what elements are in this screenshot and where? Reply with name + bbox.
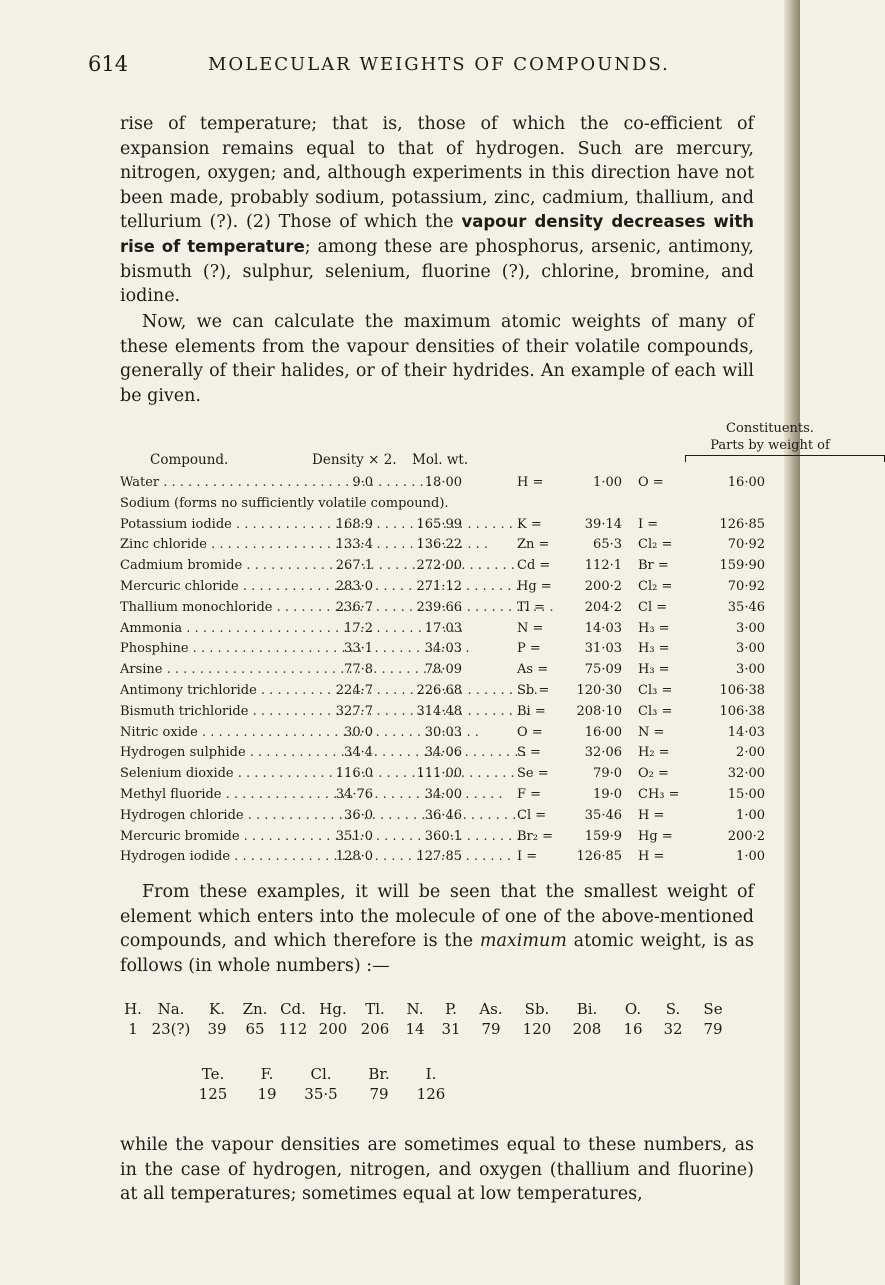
cell-constituent-2-value: 126·85 [719,516,765,532]
paragraph-maximum-weights: Now, we can calculate the maximum atomic weights of many of these elements from the vapour densities of their volatile compounds, generally of their halides, or of their hydrides. An example of each will be given. [120,312,754,406]
table-row [120,787,770,808]
cell-mol-wt: 239·66 [416,599,462,615]
cell-constituent-2-symbol: H₂ = [638,745,670,761]
cell-constituent-1-symbol: H = [517,475,544,490]
cell-constituent-1-value: 16·00 [584,724,622,740]
cell-constituent-1-symbol: N = [517,620,544,636]
cell-constituent-1-value: 19·0 [593,786,622,802]
element-weight: 112 [278,1020,308,1038]
constituents-title: Constituents. [726,421,814,436]
element-weight: 208 [572,1020,602,1038]
cell-compound: Selenium dioxide . . . [120,766,310,781]
cell-constituent-1-value: 120·30 [576,682,622,698]
constituents-header [675,420,865,454]
cell-constituent-1-symbol: As = [517,662,549,678]
cell-constituent-2-value: 1·00 [736,849,765,865]
cell-mol-wt: 30·03 [424,724,462,740]
cell-constituent-2-value: 159·90 [719,558,765,574]
page-header [88,52,768,82]
element-weight: 200 [318,1020,348,1038]
cell-constituent-2-value: 106·38 [719,682,765,698]
element-weight: 14 [405,1020,425,1038]
cell-constituent-1-value: 126·85 [576,849,622,865]
cell-constituent-1-symbol: Bi = [517,703,546,719]
element-symbol: Hg. [319,1000,347,1018]
cell-constituent-2-value: 15·00 [727,786,765,802]
cell-constituent-2-symbol: I = [638,516,659,532]
cell-constituent-2-symbol: O = [638,475,664,490]
element-symbol: Cl. [310,1065,332,1083]
cell-compound: Mercuric chloride . . . [120,579,310,594]
paragraph-text: ; among these are phosphorus, arsenic, antimony, bismuth (?), sulphur, selenium, fluorine (?), chlorine, bromine, and iodine. [120,236,754,307]
cell-constituent-2-value: 14·03 [727,724,765,740]
table-row [120,475,770,496]
cell-constituent-2-symbol: H₃ = [638,662,670,678]
table-row [120,600,770,621]
element-weight: 39 [207,1020,227,1038]
cell-mol-wt: 111·00 [416,766,462,782]
cell-constituent-2-value: 1·00 [736,807,765,823]
page-number: 614 [88,52,129,76]
cell-density: 267·1 [335,558,373,574]
element-weight: 120 [522,1020,552,1038]
cell-density: 236·7 [335,599,373,615]
cell-constituent-2-value: 70·92 [727,537,765,553]
col-header-density: Density × 2. [312,452,397,468]
table-row [120,621,770,642]
cell-constituent-2-symbol: H = [638,807,665,823]
cell-compound: Ammonia . . . [120,621,310,636]
cell-mol-wt: 360·1 [424,828,462,844]
element-weight: 16 [623,1020,643,1038]
table-row [120,745,770,766]
cell-constituent-2-symbol: Br = [638,558,669,574]
cell-constituent-2-value: 3·00 [736,641,765,657]
table-note: Sodium (forms no sufficiently volatile compound). [120,495,449,511]
constituents-subtitle: Parts by weight of [710,438,830,453]
element-symbol: Tl. [365,1000,385,1018]
cell-constituent-1-symbol: O = [517,724,543,740]
cell-constituent-1-value: 32·06 [584,745,622,761]
page-edge-shadow [784,0,800,1285]
cell-constituent-1-symbol: Cd = [517,558,551,574]
element-weight: 1 [128,1020,138,1038]
cell-constituent-1-value: 208·10 [576,703,622,719]
cell-compound: Methyl fluoride . . . [120,787,310,802]
table-row [120,808,770,829]
paragraph-text: From these examples, it will be seen that the smallest weight of element which enters into the molecule of one of the above-mentioned compounds, and which therefore is the [120,882,754,952]
cell-density: 224·7 [335,682,373,698]
cell-constituent-1-symbol: Cl = [517,807,547,823]
cell-density: 133·4 [335,537,373,553]
cell-constituent-2-value: 16·00 [727,475,765,490]
element-weight: 23(?) [151,1020,191,1038]
cell-constituent-1-value: 200·2 [584,578,622,594]
element-weight: 125 [198,1085,228,1103]
cell-density: 34·76 [335,786,373,802]
cell-constituent-1-symbol: I = [517,849,538,865]
cell-constituent-1-symbol: F = [517,786,542,802]
element-weight: 206 [360,1020,390,1038]
cell-density: 77·8 [344,662,373,678]
cell-constituent-1-symbol: Hg = [517,578,552,594]
paragraph-vapour-density [120,112,754,309]
cell-compound: Thallium monochloride . . . [120,600,310,615]
bold-emphasis: vapour density decreases with rise of temperature [120,212,754,256]
cell-mol-wt: 136·22 [416,537,462,553]
paragraph-examples [120,880,754,978]
cell-constituent-1-value: 159·9 [584,828,622,844]
cell-density: 116·0 [335,766,373,782]
cell-mol-wt: 271·12 [416,578,462,594]
cell-compound: Antimony trichloride . . . [120,683,310,698]
cell-compound: Phosphine . . . [120,641,310,656]
cell-density: 30·0 [344,724,373,740]
table-row [120,725,770,746]
cell-constituent-2-value: 2·00 [736,745,765,761]
element-weight: 32 [663,1020,683,1038]
element-symbol: N. [406,1000,424,1018]
cell-density: 168·9 [335,516,373,532]
table-row [120,683,770,704]
table-row [120,496,770,517]
cell-constituent-1-symbol: S = [517,745,541,761]
cell-constituent-2-value: 200·2 [727,828,765,844]
element-symbol: As. [479,1000,503,1018]
col-header-compound: Compound. [150,452,229,468]
cell-mol-wt: 18·00 [424,475,462,490]
cell-constituent-2-symbol: H = [638,849,665,865]
cell-density: 33·1 [344,641,373,657]
cell-mol-wt: 34·06 [424,745,462,761]
element-symbol: H. [124,1000,142,1018]
cell-constituent-1-value: 39·14 [584,516,622,532]
cell-mol-wt: 226·68 [416,682,462,698]
element-symbol: Bi. [576,1000,598,1018]
running-head: MOLECULAR WEIGHTS OF COMPOUNDS. [208,54,670,75]
element-weight: 31 [441,1020,461,1038]
cell-compound: Potassium iodide . . . [120,517,310,532]
cell-density: 36·0 [344,807,373,823]
cell-constituent-1-symbol: Tl = [517,599,545,615]
cell-constituent-2-value: 32·00 [727,766,765,782]
cell-density: 327·7 [335,703,373,719]
element-weight: 126 [416,1085,446,1103]
paragraph-text: rise of temperature; that is, those of which the co-efficient of expansion remains equal to that of hydrogen. Such are mercury, nitrogen, oxygen; and, although experiments in this direction have not been made, probably sodium, potassium, zinc, cadmium, thallium, and tellurium (?). (2) Those of which the [120,114,754,233]
cell-compound: Hydrogen chloride . . . [120,808,310,823]
element-symbol: O. [624,1000,642,1018]
cell-constituent-2-value: 35·46 [727,599,765,615]
element-symbol: P. [445,1000,457,1018]
cell-mol-wt: 17·03 [424,620,462,636]
cell-compound: Cadmium bromide . . . [120,558,310,573]
cell-constituent-1-value: 79·0 [593,766,622,782]
element-symbol: Zn. [242,1000,268,1018]
table-row [120,641,770,662]
cell-constituent-2-symbol: CH₃ = [638,786,680,802]
cell-constituent-1-symbol: Br₂ = [517,828,554,844]
table-row [120,558,770,579]
cell-constituent-1-symbol: K = [517,516,542,532]
cell-constituent-1-value: 112·1 [584,558,622,574]
atomic-weights-line-2 [125,1065,765,1109]
cell-constituent-2-symbol: H₃ = [638,620,670,636]
cell-constituent-1-value: 75·09 [584,662,622,678]
cell-constituent-2-value: 70·92 [727,578,765,594]
cell-constituent-2-symbol: Cl₃ = [638,682,673,698]
element-weight: 35·5 [304,1085,338,1103]
cell-constituent-2-symbol: Cl₂ = [638,537,673,553]
cell-constituent-2-symbol: N = [638,724,665,740]
cell-density: 17·2 [344,620,373,636]
cell-constituent-2-symbol: Cl₃ = [638,703,673,719]
cell-constituent-1-symbol: Zn = [517,537,550,553]
cell-constituent-1-value: 14·03 [584,620,622,636]
cell-constituent-1-value: 31·03 [584,641,622,657]
cell-compound: Bismuth trichloride . . . [120,704,310,719]
cell-constituent-2-value: 3·00 [736,662,765,678]
table-row [120,537,770,558]
cell-compound: Nitric oxide . . . [120,725,310,740]
cell-compound: Arsine . . . [120,662,310,677]
constituents-brace [685,455,885,466]
italic-emphasis: maximum [479,931,567,952]
cell-mol-wt: 165·99 [416,516,462,532]
cell-constituent-1-value: 65·3 [593,537,622,553]
element-symbol: Te. [201,1065,225,1083]
cell-mol-wt: 272·00 [416,558,462,574]
cell-mol-wt: 314·48 [416,703,462,719]
element-weight: 79 [481,1020,501,1038]
col-header-mol-wt: Mol. wt. [412,452,469,468]
table-rows [120,475,770,870]
cell-constituent-2-symbol: Cl = [638,599,668,615]
cell-mol-wt: 127·85 [416,849,462,865]
cell-compound: Mercuric bromide . . . [120,829,310,844]
cell-compound: Water . . . [120,475,310,490]
element-symbol: Cd. [280,1000,306,1018]
cell-constituent-2-symbol: H₃ = [638,641,670,657]
element-symbol: Br. [368,1065,390,1083]
cell-constituent-1-symbol: P = [517,641,541,657]
element-weight: 19 [257,1085,277,1103]
element-symbol: Sb. [524,1000,550,1018]
element-weight: 65 [245,1020,265,1038]
cell-constituent-2-symbol: O₂ = [638,766,669,782]
element-weight: 79 [369,1085,389,1103]
cell-constituent-1-symbol: Se = [517,766,549,782]
element-weight: 79 [703,1020,723,1038]
table-row [120,662,770,683]
table-row [120,704,770,725]
table-row [120,849,770,870]
table-row [120,517,770,538]
table-row [120,829,770,850]
table-row [120,766,770,787]
atomic-weights-line-1 [125,1000,765,1044]
cell-constituent-1-symbol: Sb = [517,682,550,698]
cell-density: 9·0 [352,475,373,490]
cell-density: 34·4 [344,745,373,761]
cell-mol-wt: 34·03 [424,641,462,657]
table-row [120,579,770,600]
cell-mol-wt: 34·00 [424,786,462,802]
paragraph-conclusion: while the vapour densities are sometimes equal to these numbers, as in the case of hydrogen, nitrogen, and oxygen (thallium and fluorine) at all temperatures; sometimes equal at low temperatures, [120,1135,754,1205]
cell-density: 351·0 [335,828,373,844]
cell-constituent-2-symbol: Hg = [638,828,673,844]
cell-constituent-2-value: 106·38 [719,703,765,719]
element-symbol: K. [209,1000,225,1018]
cell-mol-wt: 78·09 [424,662,462,678]
element-symbol: Na. [157,1000,185,1018]
cell-constituent-2-value: 3·00 [736,620,765,636]
cell-constituent-1-value: 35·46 [584,807,622,823]
element-symbol: F. [260,1065,274,1083]
element-symbol: Se [703,1000,723,1018]
cell-mol-wt: 36·46 [424,807,462,823]
element-symbol: S. [665,1000,681,1018]
cell-constituent-1-value: 1·00 [593,475,622,490]
cell-compound: Hydrogen sulphide . . . [120,745,310,760]
element-symbol: I. [425,1065,437,1083]
paragraph-text: atomic weight, is as follows (in whole numbers) :— [120,931,754,976]
cell-density: 128·0 [335,849,373,865]
cell-compound: Zinc chloride . . . [120,537,310,552]
cell-compound: Hydrogen iodide . . . [120,849,310,864]
cell-constituent-2-symbol: Cl₂ = [638,578,673,594]
cell-density: 283·0 [335,578,373,594]
cell-constituent-1-value: 204·2 [584,599,622,615]
